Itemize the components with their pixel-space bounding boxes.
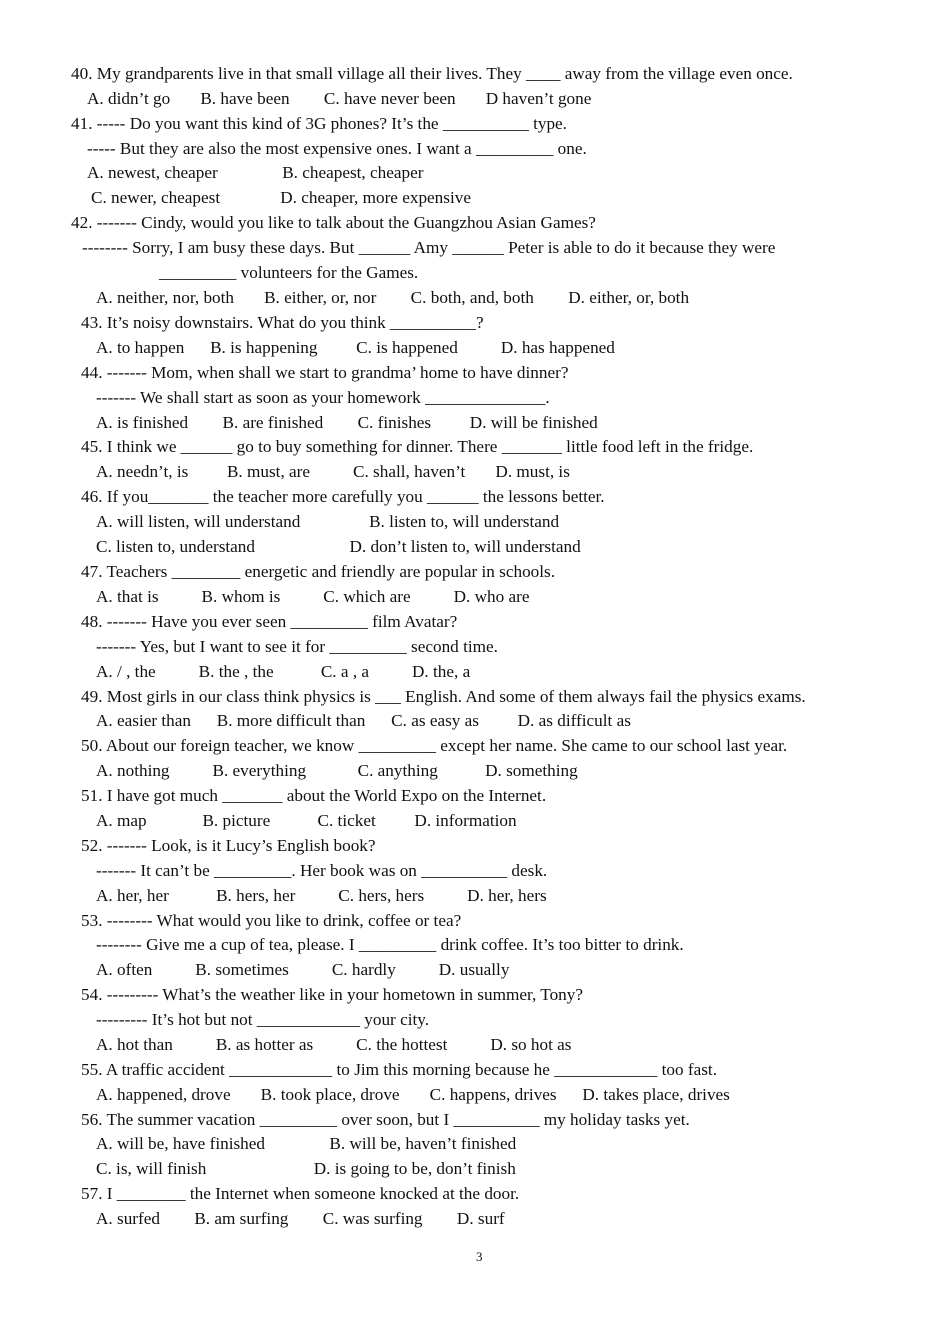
options-44: A. is finished B. are finished C. finishes D. will be finished [96, 413, 598, 432]
question-45: 45. I think we ______ go to buy something for dinner. There _______ little food left in the fridge. [81, 437, 754, 456]
dialogue-53: -------- Give me a cup of tea, please. I _________ drink coffee. It’s too bitter to drink. [96, 935, 684, 954]
question-52: 52. ------- Look, is it Lucy’s English book? [81, 836, 376, 855]
question-43: 43. It’s noisy downstairs. What do you think __________? [81, 313, 484, 332]
options-53: A. often B. sometimes C. hardly D. usually [96, 960, 510, 979]
options-57: A. surfed B. am surfing C. was surfing D. surf [96, 1209, 505, 1228]
question-50: 50. About our foreign teacher, we know _________ except her name. She came to our school last year. [81, 736, 788, 755]
options-41-a: A. newest, cheaper B. cheapest, cheaper [87, 163, 424, 182]
question-47: 47. Teachers ________ energetic and friendly are popular in schools. [81, 562, 556, 581]
options-51: A. map B. picture C. ticket D. information [96, 811, 517, 830]
question-53: 53. -------- What would you like to drink, coffee or tea? [81, 911, 462, 930]
dialogue-48: ------- Yes, but I want to see it for _________ second time. [96, 637, 498, 656]
dialogue-42: -------- Sorry, I am busy these days. But ______ Amy ______ Peter is able to do it because they were [82, 238, 776, 257]
question-49: 49. Most girls in our class think physics is ___ English. And some of them always fail the physics exams. [81, 687, 806, 706]
question-56: 56. The summer vacation _________ over soon, but I __________ my holiday tasks yet. [81, 1110, 690, 1129]
options-50: A. nothing B. everything C. anything D. something [96, 761, 578, 780]
options-56-c: C. is, will finish D. is going to be, don’t finish [96, 1159, 516, 1178]
options-47: A. that is B. whom is C. which are D. who are [96, 587, 530, 606]
question-46: 46. If you_______ the teacher more carefully you ______ the lessons better. [81, 487, 605, 506]
question-54: 54. --------- What’s the weather like in your hometown in summer, Tony? [81, 985, 583, 1004]
options-42: A. neither, nor, both B. either, or, nor C. both, and, both D. either, or, both [96, 288, 690, 307]
question-57: 57. I ________ the Internet when someone knocked at the door. [81, 1184, 520, 1203]
options-48: A. / , the B. the , the C. a , a D. the, a [96, 662, 471, 681]
options-41-c: C. newer, cheapest D. cheaper, more expensive [91, 188, 471, 207]
options-56-a: A. will be, have finished B. will be, haven’t finished [96, 1134, 517, 1153]
dialogue-41: ----- But they are also the most expensive ones. I want a _________ one. [87, 139, 587, 158]
dialogue-44: ------- We shall start as soon as your homework ______________. [96, 388, 550, 407]
question-44: 44. ------- Mom, when shall we start to grandma’ home to have dinner? [81, 363, 569, 382]
question-55: 55. A traffic accident ____________ to Jim this morning because he ____________ too fast. [81, 1060, 717, 1079]
options-46-c: C. listen to, understand D. don’t listen to, will understand [96, 537, 581, 556]
dialogue-42-cont: _________ volunteers for the Games. [159, 263, 419, 282]
options-52: A. her, her B. hers, her C. hers, hers D. her, hers [96, 886, 547, 905]
options-40: A. didn’t go B. have been C. have never been D haven’t gone [87, 89, 592, 108]
question-48: 48. ------- Have you ever seen _________ film Avatar? [81, 612, 458, 631]
question-40: 40. My grandparents live in that small village all their lives. They ____ away from the village even once. [71, 64, 793, 83]
options-54: A. hot than B. as hotter as C. the hottest D. so hot as [96, 1035, 572, 1054]
question-51: 51. I have got much _______ about the World Expo on the Internet. [81, 786, 547, 805]
options-55: A. happened, drove B. took place, drove C. happens, drives D. takes place, drives [96, 1085, 730, 1104]
options-43: A. to happen B. is happening C. is happened D. has happened [96, 338, 615, 357]
dialogue-52: ------- It can’t be _________. Her book was on __________ desk. [96, 861, 548, 880]
question-41: 41. ----- Do you want this kind of 3G phones? It’s the __________ type. [71, 114, 567, 133]
options-49: A. easier than B. more difficult than C. as easy as D. as difficult as [96, 711, 631, 730]
options-46-a: A. will listen, will understand B. listen to, will understand [96, 512, 560, 531]
page-number: 3 [476, 1249, 483, 1264]
dialogue-54: --------- It’s hot but not ____________ your city. [96, 1010, 430, 1029]
options-45: A. needn’t, is B. must, are C. shall, haven’t D. must, is [96, 462, 570, 481]
question-42: 42. ------- Cindy, would you like to talk about the Guangzhou Asian Games? [71, 213, 596, 232]
